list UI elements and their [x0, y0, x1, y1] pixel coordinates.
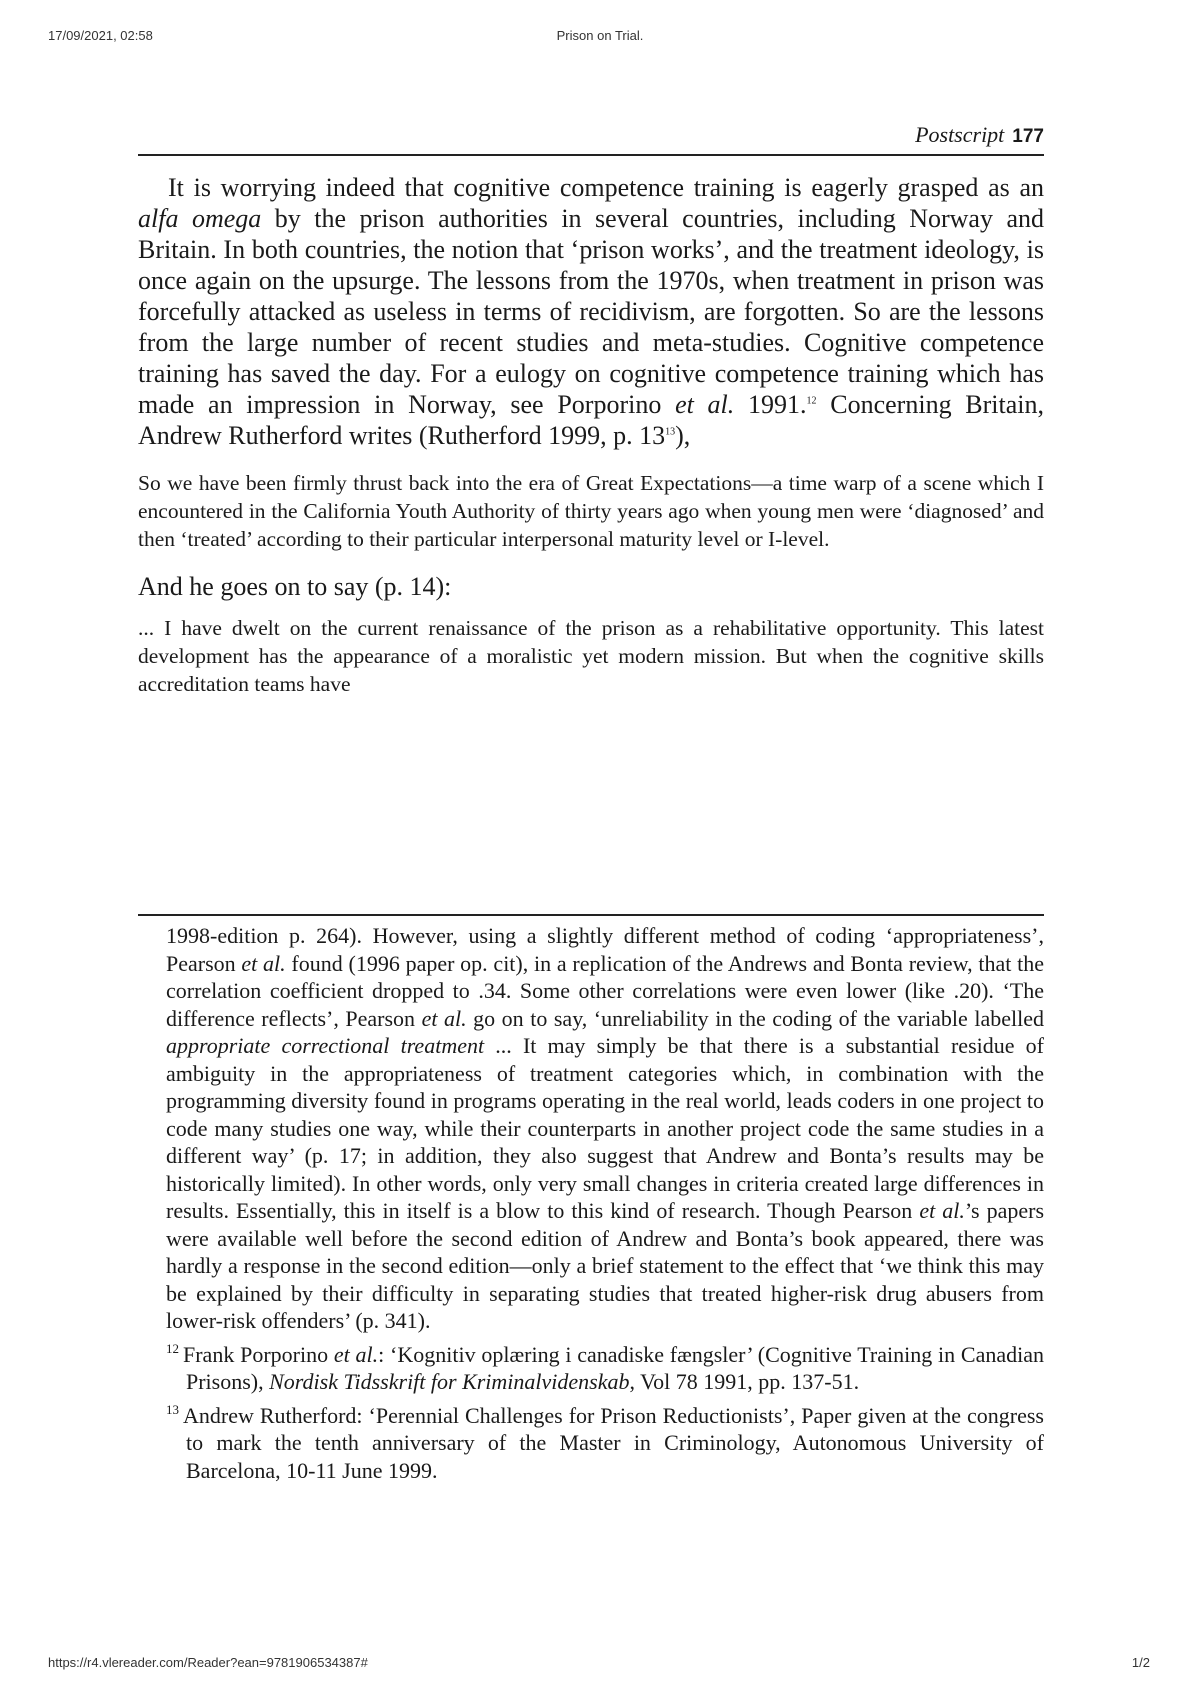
- footnote-ref-13: 13: [665, 426, 676, 438]
- footnote-number-13: 13: [166, 1402, 179, 1418]
- page-url: https://r4.vlereader.com/Reader?ean=9781906534387#: [48, 1655, 368, 1670]
- footnote-12: $^{12}$ Frank Porporino et al.: ‘Kognitiv oplæring i canadiske fængsler’ (Cognitive Training in Canadian Prisons), Nordisk Tidsskrift for Kriminalvidenskab, Vol 78 1991, pp. 137-51.: [166, 1341, 1044, 1394]
- print-timestamp: 17/09/2021, 02:58: [48, 28, 153, 43]
- paragraph-1: It is worrying indeed that cognitive competence training is eagerly grasped as an alfa omega by the prison authorities in several countries, including Norway and Britain. In both countries, the notion that ‘prison works’, and the treatment ideology, is once again on the upsurge. The lessons from the 1970s, when treatment in prison was forcefully attacked as useless in terms of recidivism, are forgotten. So are the lessons from the large number of recent studies and meta-studies. Cognitive competence training has saved the day. For a eulogy on cognitive competence training which has made an impression in Norway, see Porporino et al. 1991.12 Concerning Britain, Andrew Rutherford writes (Rutherford 1999, p. $13^{13}$),: [138, 173, 1045, 450]
- print-title: Prison on Trial.: [556, 28, 644, 43]
- header-rule: [138, 154, 1044, 156]
- page-number: 177: [1012, 126, 1044, 147]
- footnote-number-12: 12: [166, 1341, 179, 1357]
- footnote-continuation: 1998-edition p. 264). However, using a slightly different method of coding ‘appropriateness’, Pearson et al. found (1996 paper op. cit), in a replication of the Andrews and Bonta review, that the correlation coefficient dropped to .34. Some other correlations were even lower (like .20). ‘The difference reflects’, Pearson et al. go on to say, ‘unreliability in the coding of the variable labelled appropriate correctional treatment ... It may simply be that there is a substantial residue of ambiguity in the appropriateness of treatment categories which, in combination with the programming diversity found in programs operating in the real world, leads coders in one project to code many studies one way, while their counterparts in another project code the same studies in a different way’ (p. 17; in addition, they also suggest that Andrew and Bonta’s results may be historically limited). In other words, only very small changes in criteria created large differences in results. Essentially, this in itself is a blow to this kind of research. Though Pearson et al.’s papers were available well before the second edition of Andrew and Bonta’s book appeared, there was hardly a response in the second edition—only a brief statement to the effect that ‘we think this may be explained by their difficulty in separating studies that treated higher-risk drug abusers from lower-risk offenders’ (p. 341).: [166, 923, 1045, 1333]
- running-head: [138, 120, 1044, 150]
- block-quote-2: ... I have dwelt on the current renaissance of the prison as a rehabilitative opportunity. This latest development has the appearance of a moralistic yet modern mission. But when the cognitive skills accreditation teams have: [138, 616, 1044, 696]
- paragraph-2: And he goes on to say (p. 14):: [138, 572, 452, 601]
- book-page: [138, 120, 1044, 698]
- body-text: [138, 172, 1044, 698]
- print-page-count: 1/2: [1131, 1655, 1150, 1670]
- block-quote-1: So we have been firmly thrust back into the era of Great Expectations—a time warp of a scene which I encountered in the California Youth Authority of thirty years ago when young men were ‘diagnosed’ and then ‘treated’ according to their particular interpersonal maturity level or I-level.: [138, 471, 1044, 551]
- footnotes: [166, 904, 1044, 1484]
- footnote-ref-12: 12: [806, 395, 817, 407]
- footnote-13: $^{13}$ Andrew Rutherford: ‘Perennial Challenges for Prison Reductionists’, Paper given at the congress to mark the tenth anniversary of the Master in Criminology, Autonomous University of Barcelona, 10-11 June 1999.: [166, 1402, 1044, 1483]
- running-title: Postscript: [915, 122, 1005, 147]
